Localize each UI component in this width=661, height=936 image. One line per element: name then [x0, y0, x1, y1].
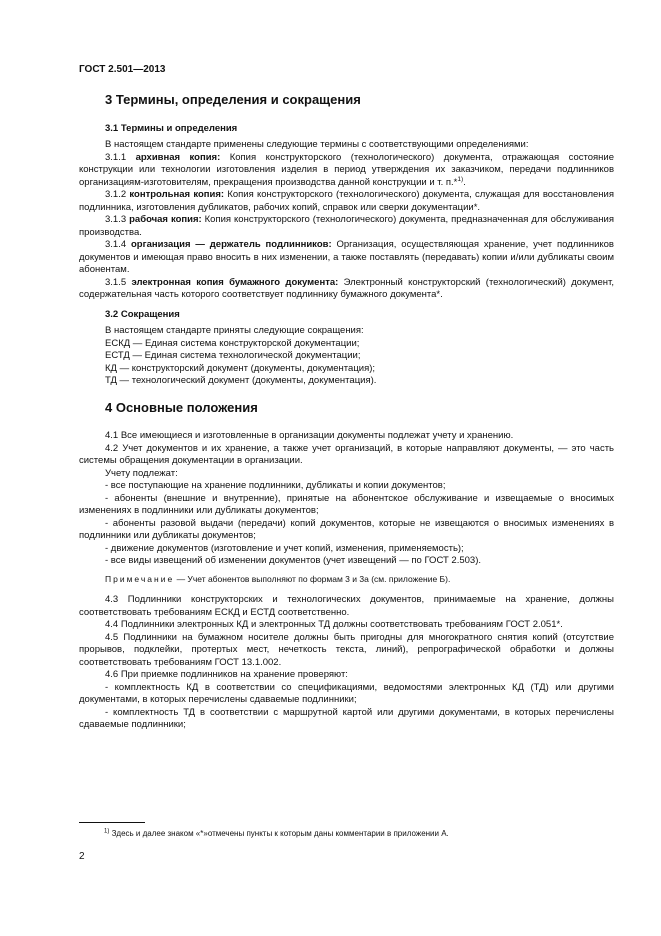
term-name: контрольная копия:: [129, 189, 225, 200]
term-name: рабочая копия:: [129, 214, 202, 225]
section-4-heading: 4 Основные положения: [105, 399, 258, 415]
term-3-1-5: 3.1.5 электронная копия бумажного документа: Электронный конструкторский (технологический) документ, содержательная часть которого соответствует подлиннику бумажного документа*.: [79, 276, 614, 300]
para-4-2: 4.2 Учет документов и их хранение, а также учет организаций, в которые направляют документы, — это часть системы обращения документации в организации.: [79, 442, 614, 466]
para-4-5: 4.5 Подлинники на бумажном носителе должны быть пригодны для многократного снятия копий (отсутствие прорывов, подклейки, протертых мест, нечеткость текста, линий), репрографической обработки и должны соответствовать требованиям ГОСТ 13.1.002.: [79, 631, 614, 668]
para-4-4: 4.4 Подлинники электронных КД и электронных ТД должны соответствовать требованиям ГОСТ 2.051*.: [105, 619, 563, 630]
list-item: - комплектность ТД в соответствии с маршрутной картой или другими документами, в которых перечислены сдаваемые подлинники;: [79, 706, 614, 730]
term-3-1-3: 3.1.3 рабочая копия: Копия конструкторского (технологического) документа, предназначенная для обслуживания производства.: [79, 214, 614, 238]
para-4-2-accounting: Учету подлежат:: [105, 467, 178, 479]
subsection-3-2-heading: 3.2 Сокращения: [105, 308, 180, 320]
note-label: Примечание: [105, 573, 175, 584]
list-item: - все виды извещений об изменении документов (учет извещений — по ГОСТ 2.503).: [105, 555, 482, 566]
term-3-1-4: 3.1.4 организация — держатель подлинников: Организация, осуществляющая хранение, учет подлинников документов и имеющая право вносить в них изменении, а также поставлять (передавать) копии и/или дубликаты своим абонентам.: [79, 239, 614, 275]
term-name: организация — держатель подлинников:: [131, 239, 332, 250]
term-name: электронная копия бумажного документа:: [131, 276, 339, 288]
terms-intro: В настоящем стандарте применены следующие термины с соответствующими определениями:: [105, 139, 529, 150]
document-body: [79, 94, 614, 732]
section-3-heading: 3 Термины, определения и сокращения: [105, 92, 361, 107]
page-number: 2: [79, 851, 85, 862]
list-item: - абоненты (внешние и внутренние), принятые на абонентское обслуживание и извещаемые о вносимых изменениях в подлинники или дубликаты документов;: [79, 492, 614, 516]
term-3-1-1: 3.1.1 архивная копия: Копия конструкторского (технологического) документа, отражающая состояние конструкции или технологии изготовления изделия в период утверждения их заказчиком, передачи подлинников организациям-изготовителям, прекращения производства данной конструкции и т. п.*$^{1)}$.: [79, 151, 614, 188]
list-item: - движение документов (изготовление и учет копий, изменения, применяемость);: [105, 542, 464, 554]
footnote-marker: 1): [104, 828, 110, 835]
abbr-item: ТД — технологический документ (документы, документация).: [105, 375, 377, 386]
para-4-3: 4.3 Подлинники конструкторских и технологических документов, принимаемые на хранение, должны соответствовать требованиям ЕСКД и ЕСТД соответственно.: [79, 594, 614, 618]
note: Примечание — Учет абонентов выполняют по формам 3 и 3а (см. приложение Б).: [105, 573, 451, 584]
term-3-1-2: 3.1.2 контрольная копия: Копия конструкторского (технологического) документа, служащая для восстановления подлинника, изготовления дубликатов, рабочих копий, справок или сверки документации*.: [79, 189, 614, 213]
list-item: - все поступающие на хранение подлинники, дубликаты и копии документов;: [105, 480, 446, 491]
abbr-item: КД — конструкторский документ (документы, документация);: [105, 362, 376, 374]
footnote-divider: [79, 822, 145, 823]
abbr-intro: В настоящем стандарте приняты следующие сокращения:: [105, 325, 364, 336]
footnote-ref: 1): [457, 175, 464, 183]
para-4-1: 4.1 Все имеющиеся и изготовленные в организации документы подлежат учету и хранению.: [105, 430, 514, 441]
list-item: - абоненты разовой выдачи (передачи) копий документов, которые не извещаются о вносимых изменениях в подлинники или дубликаты документов;: [79, 517, 614, 541]
para-4-6: 4.6 При приемке подлинников на хранение проверяют:: [105, 669, 348, 680]
list-item: - комплектность КД в соответствии со спецификациями, ведомостями электронных КД (ТД) или другими документами, в которых перечислены сдаваемые подлинники;: [79, 681, 614, 705]
footnote: $^{1)}$ Здесь и далее знаком «*»отмечены пункты к которым даны комментарии в приложении А.: [104, 828, 449, 838]
abbr-item: ЕСКД — Единая система конструкторской документации;: [105, 337, 360, 349]
subsection-3-1-heading: 3.1 Термины и определения: [105, 122, 238, 134]
abbr-item: ЕСТД — Единая система технологической документации;: [105, 350, 361, 361]
term-name: архивная копия:: [135, 151, 221, 163]
standard-header: ГОСТ 2.501—2013: [79, 64, 166, 75]
